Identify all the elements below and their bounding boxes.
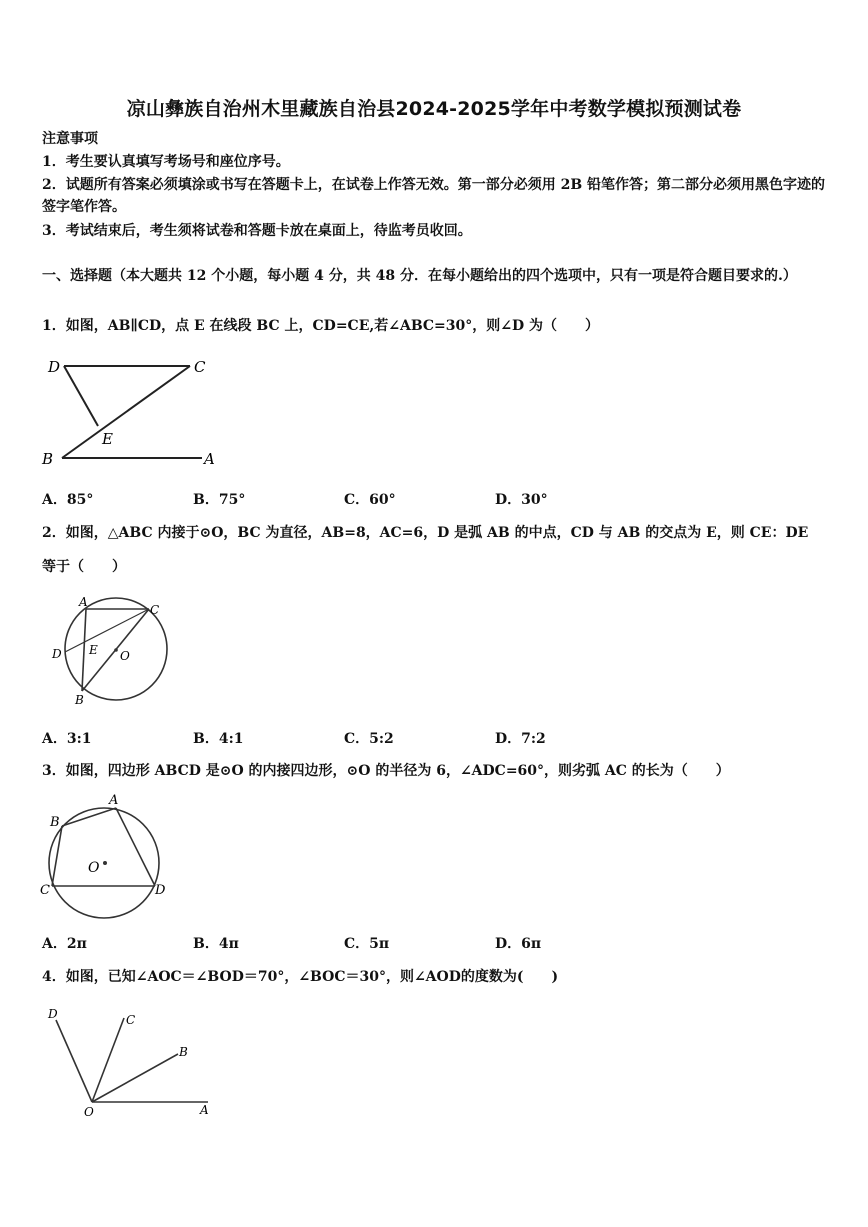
q1-option-b: B．75° <box>193 492 246 508</box>
notice-item-2: 2．试题所有答案必须填涂或书写在答题卡上，在试卷上作答无效。第一部分必须用 2B 铅笔作答；第二部分必须用黑色字迹的签字笔作答。 <box>42 177 826 215</box>
q3-label-c: C <box>40 883 50 898</box>
page-title: 凉山彝族自治州木里藏族自治县2024-2025学年中考数学模拟预测试卷 <box>126 98 742 120</box>
q3-option-b: B．4π <box>193 936 239 952</box>
q2-option-b: B．4:1 <box>193 731 244 747</box>
q2-label-e: E <box>89 643 98 657</box>
q2-label-c: C <box>150 603 160 617</box>
q3-option-a: A．2π <box>42 936 87 952</box>
q2-option-d: D．7:2 <box>495 731 546 747</box>
q1-label-b: B <box>42 450 54 468</box>
q4-stem: 4．如图，已知∠AOC＝∠BOD＝70°，∠BOC＝30°，则∠AOD的度数为( ) <box>42 969 559 985</box>
q3-label-o: O <box>88 860 100 876</box>
q3-option-c: C．5π <box>344 936 390 952</box>
notice-item-3: 3．考试结束后，考生须将试卷和答题卡放在桌面上，待监考员收回。 <box>42 223 472 239</box>
q2-label-o: O <box>120 649 130 663</box>
q2-stem-line1: 2．如图，△ABC 内接于⊙O，BC 为直径，AB=8，AC=6，D 是弧 AB 的中点，CD 与 AB 的交点为 E，则 CE：DE <box>42 525 809 541</box>
q4-label-d: D <box>48 1007 58 1021</box>
q3-label-b: B <box>50 815 60 830</box>
q3-label-a: A <box>109 793 119 808</box>
q1-figure <box>38 352 228 472</box>
q1-option-c: C．60° <box>344 492 396 508</box>
q1-label-c: C <box>194 358 206 376</box>
q3-label-d: D <box>155 883 166 898</box>
notice-item-1: 1．考生要认真填写考场号和座位序号。 <box>42 154 290 170</box>
q2-figure <box>42 592 182 710</box>
q2-stem-line2: 等于（ ） <box>42 559 126 575</box>
q1-label-a: A <box>204 450 215 468</box>
q1-option-d: D．30° <box>495 492 548 508</box>
q4-label-a: A <box>200 1103 209 1117</box>
q4-label-b: B <box>179 1045 188 1059</box>
q2-label-d: D <box>52 647 62 661</box>
q4-figure <box>40 1004 220 1120</box>
q3-stem: 3．如图，四边形 ABCD 是⊙O 的内接四边形，⊙O 的半径为 6，∠ADC=60°，则劣弧 AC 的长为（ ） <box>42 763 730 779</box>
q4-label-c: C <box>126 1013 136 1027</box>
q1-option-a: A．85° <box>42 492 94 508</box>
q2-label-a: A <box>79 595 88 609</box>
q3-figure <box>38 790 174 924</box>
q4-label-o: O <box>84 1105 94 1119</box>
q3-option-d: D．6π <box>495 936 542 952</box>
q1-label-e: E <box>102 430 113 448</box>
notice-heading: 注意事项 <box>42 131 98 147</box>
section-heading: 一、选择题（本大题共 12 个小题，每小题 4 分，共 48 分．在每小题给出的四个选项中，只有一项是符合题目要求的.） <box>42 268 797 284</box>
q1-label-d: D <box>48 358 61 376</box>
q2-label-b: B <box>75 693 84 707</box>
q2-option-c: C．5:2 <box>344 731 394 747</box>
q2-option-a: A．3:1 <box>42 731 92 747</box>
q1-stem: 1．如图，AB∥CD，点 E 在线段 BC 上，CD=CE,若∠ABC=30°，则∠D 为（ ） <box>42 318 600 334</box>
